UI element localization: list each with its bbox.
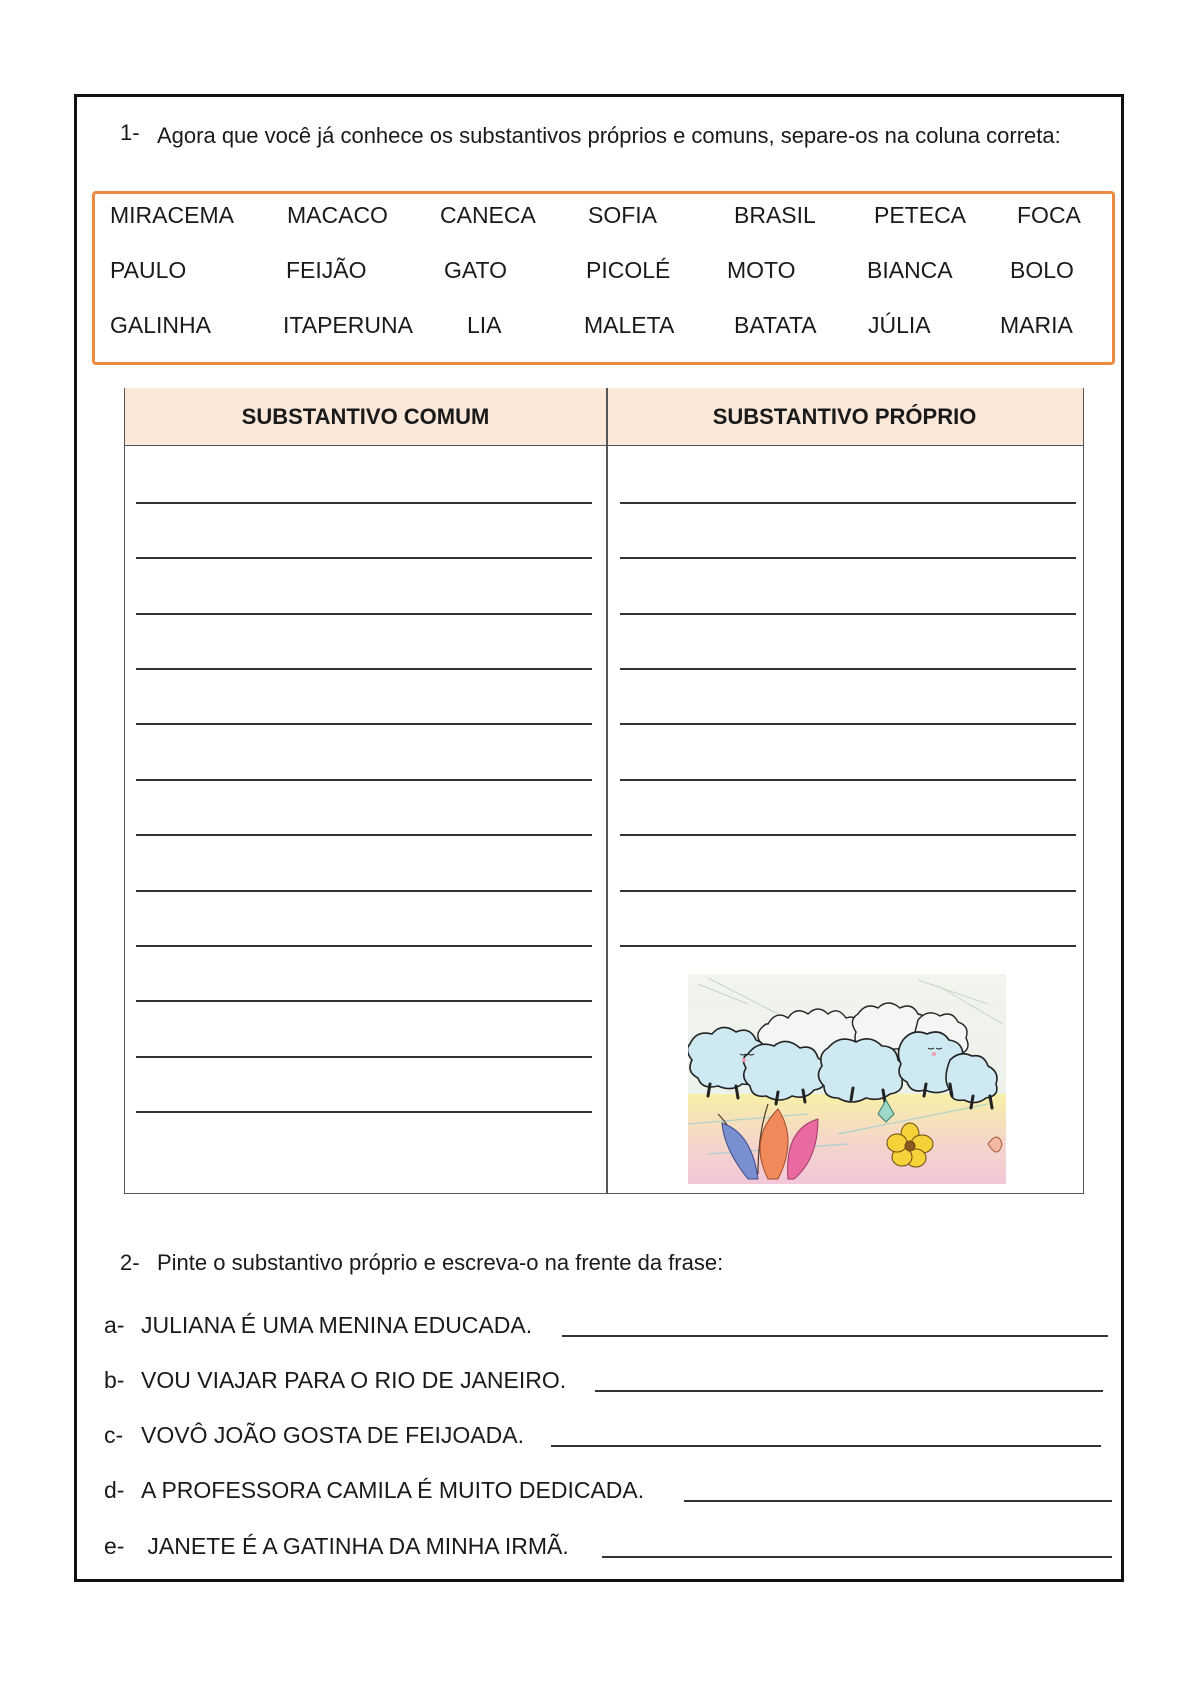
item-letter: b- bbox=[104, 1367, 125, 1393]
common-noun-line[interactable] bbox=[136, 668, 592, 670]
proper-noun-line[interactable] bbox=[620, 502, 1076, 504]
proper-noun-line[interactable] bbox=[620, 945, 1076, 947]
question-1-text: Agora que você já conhece os substantivos próprios e comuns, separe-os na coluna correta: bbox=[157, 123, 1061, 148]
proper-noun-line[interactable] bbox=[620, 834, 1076, 836]
proper-noun-line[interactable] bbox=[620, 557, 1076, 559]
word-bank-word: BOLO bbox=[1010, 257, 1074, 283]
sentence-c bbox=[104, 1422, 524, 1449]
common-noun-line[interactable] bbox=[136, 779, 592, 781]
word-bank-word: SOFIA bbox=[588, 202, 658, 228]
common-noun-line[interactable] bbox=[136, 1111, 592, 1113]
word-bank-word: BRASIL bbox=[734, 202, 816, 228]
word-bank-word: MOTO bbox=[727, 257, 796, 283]
sentence-text: JANETE É A GATINHA DA MINHA IRMÃ. bbox=[141, 1533, 569, 1559]
proper-noun-line[interactable] bbox=[620, 613, 1076, 615]
item-letter: a- bbox=[104, 1312, 125, 1338]
common-noun-line[interactable] bbox=[136, 890, 592, 892]
word-bank-word: MACACO bbox=[287, 202, 388, 228]
common-noun-line[interactable] bbox=[136, 1000, 592, 1002]
proper-noun-line[interactable] bbox=[620, 668, 1076, 670]
question-1-number: 1- bbox=[120, 120, 140, 145]
word-bank-word: PICOLÉ bbox=[586, 257, 671, 283]
question-2 bbox=[120, 1250, 723, 1276]
sentence-text: VOVÔ JOÃO GOSTA DE FEIJOADA. bbox=[141, 1422, 524, 1448]
answer-line-a[interactable] bbox=[562, 1335, 1108, 1337]
common-noun-line[interactable] bbox=[136, 557, 592, 559]
word-bank-word: BIANCA bbox=[867, 257, 953, 283]
word-bank-word: CANECA bbox=[440, 202, 536, 228]
common-noun-line[interactable] bbox=[136, 502, 592, 504]
proper-noun-line[interactable] bbox=[620, 723, 1076, 725]
word-bank-word: GATO bbox=[444, 257, 508, 283]
sentence-d bbox=[104, 1477, 644, 1504]
item-letter: d- bbox=[104, 1477, 125, 1503]
common-noun-line[interactable] bbox=[136, 723, 592, 725]
answer-line-c[interactable] bbox=[551, 1445, 1101, 1447]
sentence-a bbox=[104, 1312, 532, 1339]
proper-noun-line[interactable] bbox=[620, 890, 1076, 892]
word-bank-word: ITAPERUNA bbox=[283, 312, 413, 338]
common-noun-line[interactable] bbox=[136, 613, 592, 615]
answer-line-d[interactable] bbox=[684, 1500, 1112, 1502]
word-bank-word: FEIJÃO bbox=[286, 257, 367, 283]
question-2-text: Pinte o substantivo próprio e escreva-o na frente da frase: bbox=[157, 1250, 724, 1275]
common-noun-line[interactable] bbox=[136, 834, 592, 836]
word-bank-word: PETECA bbox=[874, 202, 967, 228]
word-bank-word: MIRACEMA bbox=[110, 202, 234, 228]
sentence-b bbox=[104, 1367, 566, 1394]
answer-line-b[interactable] bbox=[595, 1390, 1103, 1392]
column-divider bbox=[606, 388, 608, 1193]
word-bank-word: MARIA bbox=[1000, 312, 1073, 338]
item-letter: e- bbox=[104, 1533, 125, 1559]
word-bank-word: MALETA bbox=[584, 312, 675, 338]
word-bank-word: PAULO bbox=[110, 257, 187, 283]
word-bank-word: BATATA bbox=[734, 312, 817, 338]
sentence-text: JULIANA É UMA MENINA EDUCADA. bbox=[141, 1312, 533, 1338]
common-noun-line[interactable] bbox=[136, 945, 592, 947]
item-letter: c- bbox=[104, 1422, 124, 1448]
header-proper-noun: SUBSTANTIVO PRÓPRIO bbox=[606, 388, 1083, 446]
sheep-illustration bbox=[688, 974, 1006, 1184]
sentence-text: A PROFESSORA CAMILA É MUITO DEDICADA. bbox=[141, 1477, 645, 1503]
question-2-number: 2- bbox=[120, 1250, 140, 1275]
word-bank-word: FOCA bbox=[1017, 202, 1081, 228]
word-bank-word: LIA bbox=[467, 312, 502, 338]
sentence-e bbox=[104, 1533, 569, 1560]
answer-line-e[interactable] bbox=[602, 1556, 1112, 1558]
proper-noun-line[interactable] bbox=[620, 779, 1076, 781]
word-bank-word: JÚLIA bbox=[868, 312, 931, 338]
word-bank-word: GALINHA bbox=[110, 312, 211, 338]
header-common-noun: SUBSTANTIVO COMUM bbox=[125, 388, 606, 446]
common-noun-line[interactable] bbox=[136, 1056, 592, 1058]
sentence-text: VOU VIAJAR PARA O RIO DE JANEIRO. bbox=[141, 1367, 567, 1393]
